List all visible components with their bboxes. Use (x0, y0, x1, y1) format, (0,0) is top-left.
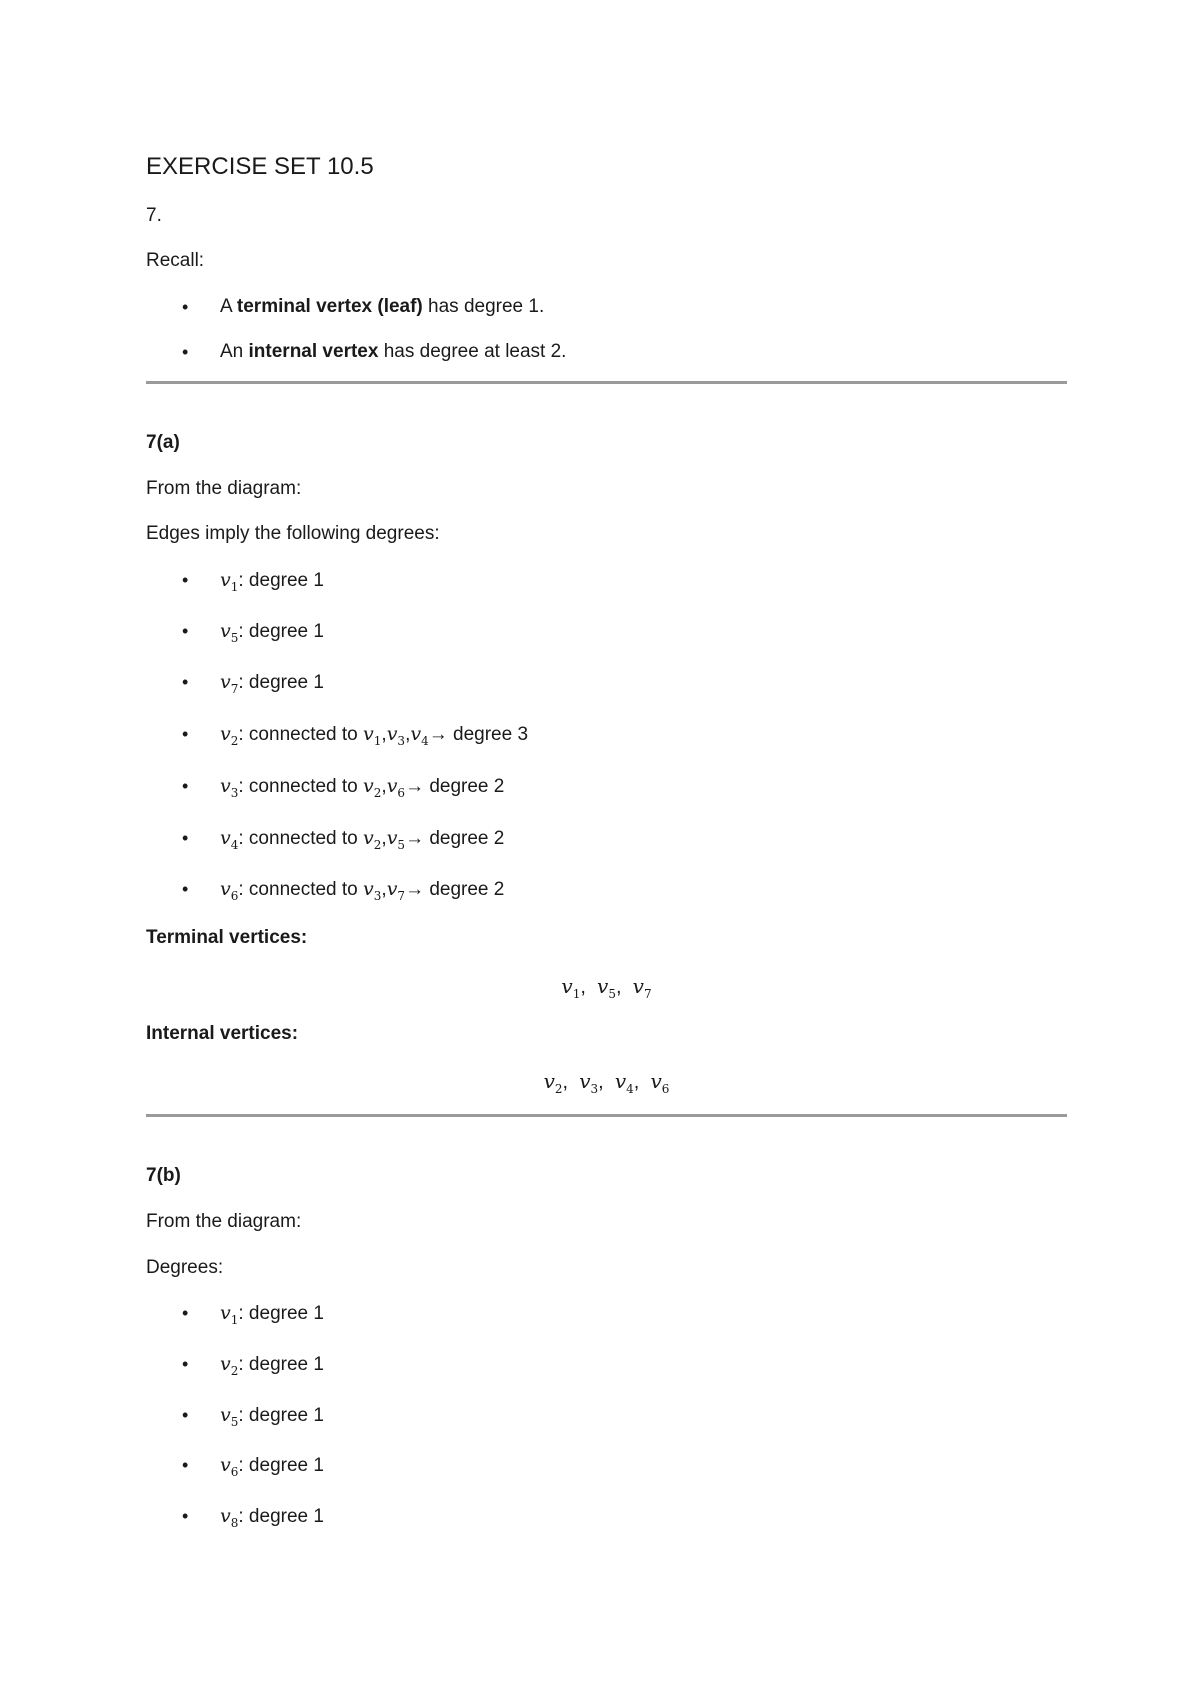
bullet-icon: • (182, 297, 189, 317)
part-b-heading: 7(b) (146, 1165, 181, 1186)
part-b-line2: Degrees: (146, 1257, 224, 1278)
part-a-line2: Edges imply the following degrees: (146, 523, 440, 544)
term-internal-vertex: internal vertex (248, 341, 379, 362)
vertex-label: $v_6$ (220, 878, 239, 903)
bullet-icon: • (182, 570, 189, 590)
bullet-icon: • (182, 621, 189, 641)
bullet-icon: • (182, 879, 189, 899)
vertex-label: $v_8$ (220, 1505, 239, 1530)
part-a-line1: From the diagram: (146, 478, 302, 499)
part-b-line1: From the diagram: (146, 1211, 302, 1232)
vertex-label: $v_7$ (220, 671, 239, 696)
bullet-icon: • (182, 672, 189, 692)
internal-vertices-list: $v_2$, $v_3$, $v_4$, $v_6$ (543, 1069, 670, 1096)
vertex-label: $v_3$ (220, 775, 239, 800)
arrow-icon: → (405, 828, 425, 849)
bullet-icon: • (182, 776, 189, 796)
vertex-label: $v_2$ (220, 1353, 239, 1378)
document-page: EXERCISE SET 10.5 7. Recall: • A terminal vertex (leaf) has degree 1. • An internal vertex has degree at least 2. 7(a) From the diagram: Edges imply the following degrees: • $v_1$: degree 1 • $v_5$: degree 1 • $v_7$: degree 1 • $v_2$: connected to $v_1,v_3,v_4\to$ degree 3 • $v_3$: connected to $v_2,v_6\to$ degree 2 • $v_4$: connected to $v_2,v_5\to$ degree 2 • $v_6$: connected to $v_3,v_7\to$ degree 2 Terminal vertices: $v_1$, $v_5$, $v_7$ Internal vertices: $v_2$, $v_3$, $v_4$, $v_6$ 7(b) From the diagram: Degrees: • $v_1$: degree 1 • $v_2$: degree 1 • $v_5$: degree 1 • $v_6$: degree 1 • $v_8$: degree 1 (0, 0, 1200, 1696)
bullet-icon: • (182, 342, 189, 362)
bullet-icon: • (182, 724, 189, 744)
bullet-icon: • (182, 1506, 189, 1526)
arrow-icon: → (405, 879, 425, 900)
bullet-icon: • (182, 1354, 189, 1374)
bullet-icon: • (182, 1455, 189, 1475)
vertex-label: $v_1$ (220, 1302, 239, 1327)
page-title: EXERCISE SET 10.5 (146, 153, 374, 180)
bullet-icon: • (182, 828, 189, 848)
bullet-icon: • (182, 1303, 189, 1323)
vertex-label: $v_5$ (220, 1404, 239, 1429)
vertex-label: $v_1$ (220, 569, 239, 594)
vertex-label: $v_4$ (220, 827, 239, 852)
bullet-icon: • (182, 1405, 189, 1425)
vertex-label: $v_2$ (220, 723, 239, 748)
part-a-heading: 7(a) (146, 432, 180, 453)
terminal-vertices-label: Terminal vertices: (146, 927, 308, 948)
problem-number: 7. (146, 205, 162, 226)
arrow-icon: → (405, 776, 425, 797)
internal-vertices-label: Internal vertices: (146, 1023, 299, 1044)
section-divider (146, 1114, 1067, 1117)
recall-label: Recall: (146, 250, 205, 271)
vertex-label: $v_5$ (220, 620, 239, 645)
section-divider (146, 381, 1067, 384)
arrow-icon: → (428, 724, 448, 745)
vertex-label: $v_6$ (220, 1454, 239, 1479)
terminal-vertices-list: $v_1$, $v_5$, $v_7$ (561, 974, 652, 1001)
term-terminal-vertex: terminal vertex (leaf) (236, 296, 423, 317)
